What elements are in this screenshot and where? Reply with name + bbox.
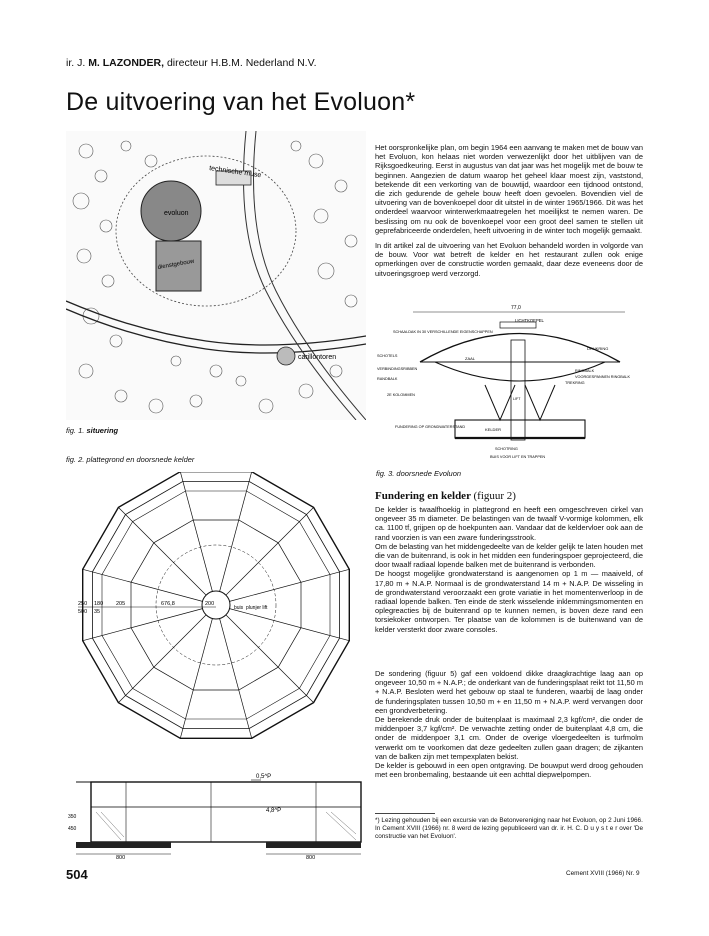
author-role: directeur H.B.M. Nederland N.V. <box>166 57 317 69</box>
figure-2-caption: fig. 2. plattegrond en doorsnede kelder <box>66 455 195 464</box>
fig2-dim-350: 350 <box>68 814 77 820</box>
fig3-buis: BUIS VOOR LIFT EN TRAPPEN <box>490 455 546 459</box>
section-heading-text: Fundering en kelder <box>375 490 471 502</box>
fig2-dim-200: 200 <box>205 601 215 607</box>
fig2-dim-35: 35 <box>94 609 101 615</box>
fig2-dim-180: 180 <box>94 601 104 607</box>
fig2-pijler: plunjer lift <box>246 605 268 611</box>
fig1-caption-prefix: fig. 1. <box>66 426 85 435</box>
fig3-dak: SCHAALDAK IN 30 VERSCHILLENDE EIGENSCHAPPEN <box>393 330 493 334</box>
label-annex: dienstgebouw <box>157 258 195 271</box>
author-name: M. LAZONDER, <box>88 57 165 69</box>
fig3-kelder: KELDER <box>485 427 502 432</box>
fig2-dim-250: 250 <box>78 601 88 607</box>
fig3-lichtkoepel: LICHTKOEPEL <box>515 318 544 323</box>
fig3-druk: DRUKRING <box>587 346 609 351</box>
fundering-paragraph-2: Om de belasting van het middengedeelte van de kelder gelijk te laten houden met die van de buitenrand, is ook in het midden een funderingspoer geprojecteerd, die door twaalf radiaal lopende balken met de buitenrand is verbonden. <box>375 541 643 570</box>
intro-paragraph-2: In dit artikel zal de uitvoering van het Evoluon behandeld worden in volgorde van de bouw. Voor wat betreft de kelder en het restaurant zullen ook enige opmerkingen over de constructie worden gemaakt, daar deze eveneens door de uitvoeringsgroep werd verzorgd. <box>375 241 643 278</box>
fig3-dim-top: 77,0 <box>511 305 521 311</box>
figure-2-section <box>66 752 366 860</box>
label-tech-museum: technische muse <box>208 165 262 180</box>
figure-2-plan <box>66 472 366 748</box>
journal-reference: Cement XVIII (1966) Nr. 9 <box>566 870 640 877</box>
fig2-level-mid: 4,8^P <box>266 808 282 814</box>
fundering-paragraph-1: De kelder is twaalfhoekig in plattegrond en heeft een omgeschreven cirkel van ongeveer 35 m diameter. De belastingen van de twaalf V-vormige kolommen, elk ca. 1100 tf, grijpen op de hoekpunten aan. Vandaar dat de keldervloer ook aan de rand voorzien is van een zware funderingsstrook. <box>375 505 643 542</box>
figure-3-section <box>375 300 643 465</box>
author-prefix: ir. J. <box>66 57 86 69</box>
fig2-dim-800b: 800 <box>306 855 316 860</box>
label-carillon: carillontoren <box>298 354 337 361</box>
fig3-randbalk: RANDBALK <box>377 377 398 381</box>
figure-3-caption: fig. 3. doorsnede Evoluon <box>376 469 462 478</box>
figure-1-caption <box>66 426 118 435</box>
fig3-schotels: SCHOTELS <box>377 354 398 358</box>
fig2-buis: buis <box>234 605 244 611</box>
intro-paragraph-1: Het oorspronkelijke plan, om begin 1964 een aanvang te maken met de bouw van het Evoluon, kon helaas niet worden verwezenlijkt door het uitblijven van de Rijksgoedkeuring. Eerst in augustus van dat jaar was het mogelijk met de bouw te beginnen. Aangezien de datum waarop het geheel klaar moest zijn, vaststond, betekende dit een verkorting van de bouwtijd, waardoor een tijdnood ontstond, die zich gedurende de gehele bouw heeft doen gevoelen. Bovendien viel de uitvoering van de bovenkoepel door dit uitstel in de winter 1965/1966. Dit was het onderdeel waarvoor winterwerkmaatregelen het moeilijkst te nemen waren. De beslissing om nu ook de bovenkoepel voor een groot deel samen te stellen uit geprefabriceerde onderdelen, heeft uitvoering in de winter toch mogelijk gemaakt. <box>375 143 643 235</box>
author-line <box>66 57 317 69</box>
fundering-paragraph-4: De sondering (figuur 5) gaf een voldoend dikke draagkrachtige laag aan op ongeveer 10,50 m + N.A.P.; de onderkant van de funderingsplaat reikt tot 11,50 m + N.A.P. Besloten werd het gebouw op staal te funderen, waarbij de laag onder de funderingsplaten tussen 10,50 m + en 11,50 m + N.A.P. werd vervangen door een grondverbetering. <box>375 669 643 715</box>
fig3-trek: TREKRING <box>565 381 585 385</box>
fundering-text-part-2 <box>375 669 643 779</box>
fig3-fundering: FUNDERING OP GRONDWATERSTAND <box>395 425 466 429</box>
fig3-voorzet: VOORGESPANNEN RINGBALK <box>575 375 630 379</box>
fig3-ringbalk: RINGBALK <box>575 369 595 373</box>
fig3-kolommen: VERBINDINGSRIBBEN <box>377 367 418 371</box>
footnote-rule <box>375 813 435 814</box>
fig2-dim-205: 205 <box>116 601 126 607</box>
fig2-dim-500: 500 <box>78 609 88 615</box>
fig2-dim-450: 450 <box>68 826 77 832</box>
section-heading-ref: (figuur 2) <box>473 490 516 502</box>
footnote <box>375 817 643 841</box>
fundering-paragraph-3: De hoogst mogelijke grondwaterstand is aangenomen op 1 m — maaiveld, of 17,80 m + N.A.P. Normaal is de grondwaterstand 14 m + N.A.P. De wisseling in de grondwaterstand veroorzaakt een grote variatie in het momentenverloop in de radiaal lopende balken. Ten einde de sterk wisselende inklemmingsmomenten en oplegreacties bij de buitenrand op te kunnen nemen, is boven deze rand een torsiekoker ontworpen. Ter plaatse van de kolommen is de buitenwand van de kelder versterkt door zware consoles. <box>375 569 643 634</box>
fig2-dim-800a: 800 <box>116 855 126 860</box>
intro-text <box>375 143 643 278</box>
footnote-line-2: In Cement XVIII (1966) nr. 8 werd de lezing gepubliceerd van dr. ir. H. C. D u y s t e r over 'De constructie van het Evoluon'. <box>375 825 643 840</box>
figure-1-site-map <box>66 131 366 420</box>
fig3-zaal: ZAAL <box>465 356 476 361</box>
fig2-dim-676: 676,8 <box>161 601 175 607</box>
label-evoluon: evoluon <box>164 210 189 217</box>
fundering-paragraph-6: De kelder is gebouwd in een open ontgraving. De bouwput werd droog gehouden met een bronbemaling, bestaande uit een achttal diepwelpompen. <box>375 761 643 780</box>
fundering-paragraph-5: De berekende druk onder de buitenplaat is maximaal 2,3 kgf/cm², die onder de middenpoer 3,7 kgf/cm². De verwachte zetting onder de buitenplaat 4,8 cm, die onder de middenpoer 3,1 cm. Onder de overige vloergedeelten is turfmolm verwerkt om te voorkomen dat deze gedeelten zullen gaan dragen; de zijkanten van de balken zijn met tempexplaten bekist. <box>375 715 643 761</box>
fig3-lift: LIFT <box>513 397 521 401</box>
fig3-schotrim: SCHOTRING <box>495 447 518 451</box>
fig3-schaal2: 2E KOLOMMEN <box>387 393 415 397</box>
fig1-caption-title: situering <box>86 426 119 435</box>
page-number: 504 <box>66 867 88 882</box>
fundering-text-part-1 <box>375 505 643 634</box>
fig2-level-top: 0,5^P <box>256 774 272 780</box>
article-title: De uitvoering van het Evoluon* <box>66 88 416 116</box>
section-heading-fundering <box>375 490 516 502</box>
footnote-line-1: *) Lezing gehouden bij een excursie van de Betonvereniging naar het Evoluon, op 2 Juni 1966. <box>375 817 643 824</box>
